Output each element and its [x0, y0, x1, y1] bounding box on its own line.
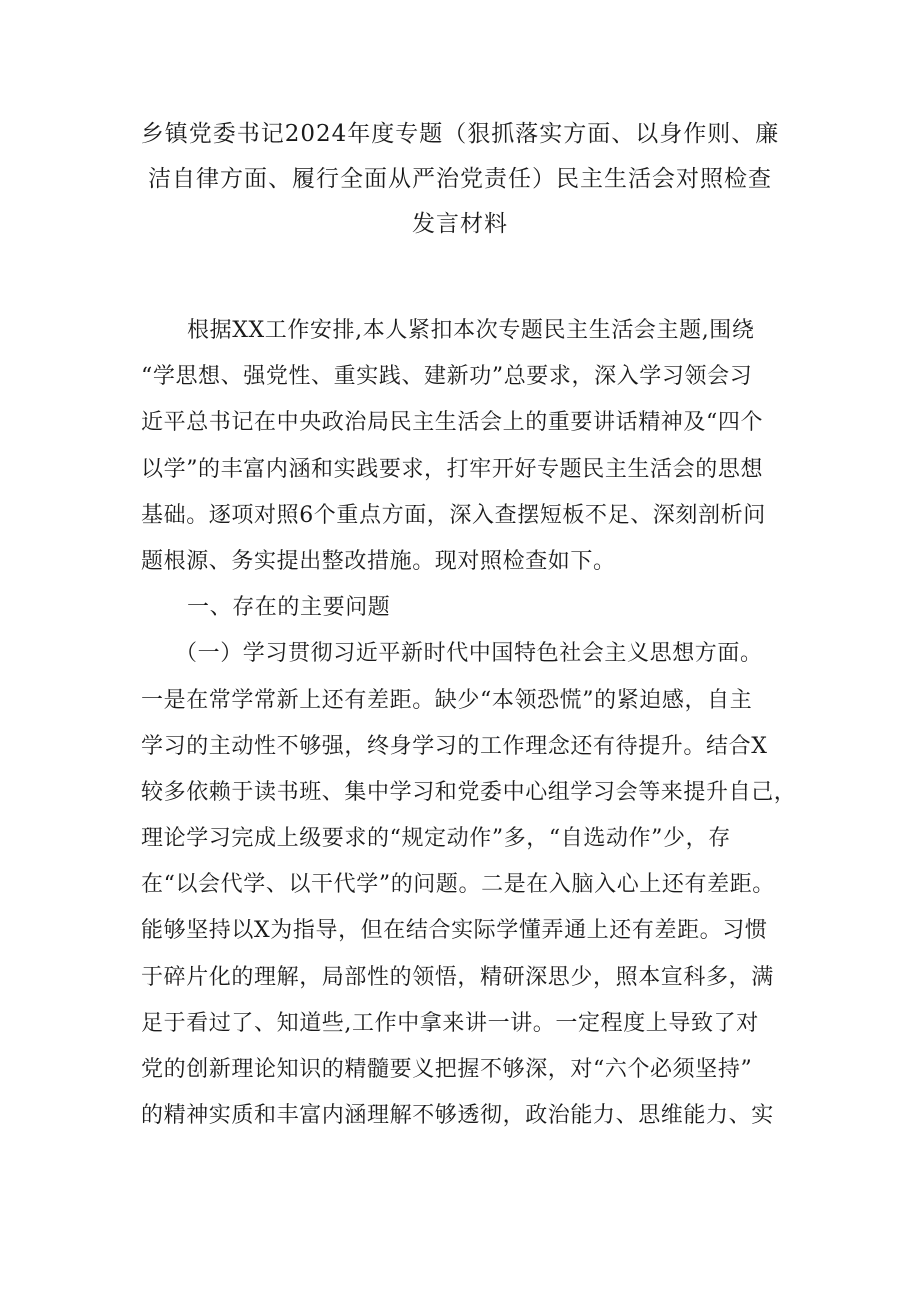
paragraph-line: 在“以会代学、以干代学”的问题。二是在入脑入心上还有差距。 [141, 872, 775, 898]
paragraph-line: 于碎片化的理解，局部性的领悟，精研深思少，照本宣科多，满 [141, 964, 774, 990]
paragraph-line: 近平总书记在中央政治局民主生活会上的重要讲话精神及“四个 [141, 410, 764, 436]
paragraph-line: 党的创新理论知识的精髓要义把握不够深，对“六个必须坚持” [141, 1057, 753, 1082]
paragraph-line: 理论学习完成上级要求的“规定动作”多，“自选动作”少，存 [141, 826, 731, 852]
paragraph-line: 题根源、务实提出整改措施。现对照检查如下。 [141, 548, 616, 574]
title-line: 乡镇党委书记2024年度专题（狠抓落实方面、以身作则、廉 [140, 121, 780, 147]
paragraph-line: 以学”的丰富内涵和实践要求，打牢开好专题民主生活会的思想 [141, 456, 764, 482]
paragraph-line: 根据XX工作安排,本人紧扣本次专题民主生活会主题,围绕 [187, 318, 755, 343]
title-line: 洁自律方面、履行全面从严治党责任）民主生活会对照检查 [148, 166, 772, 192]
paragraph-line: 足于看过了、知道些,工作中拿来讲一讲。一定程度上导致了对 [141, 1010, 759, 1036]
document-body [141, 308, 801, 1139]
paragraph-line: “学思想、强党性、重实践、建新功”总要求，深入学习领会习 [141, 364, 753, 390]
subsection-heading: （一）学习贯彻习近平新时代中国特色社会主义思想方面。 [175, 641, 763, 667]
document-title [120, 112, 800, 247]
paragraph-line: 学习的主动性不够强，终身学习的工作理念还有待提升。结合X [141, 733, 768, 759]
paragraph-line: 基础。逐项对照6个重点方面，深入查摆短板不足、深刻剖析问 [141, 502, 766, 528]
section-heading: 一、存在的主要问题 [187, 595, 391, 621]
title-line: 发言材料 [412, 211, 508, 237]
paragraph-line: 的精神实质和丰富内涵理解不够透彻，政治能力、思维能力、实 [141, 1103, 774, 1129]
paragraph-line: 较多依赖于读书班、集中学习和党委中心组学习会等来提升自己， [141, 779, 797, 805]
paragraph-line: 一是在常学常新上还有差距。缺少“本领恐慌”的紧迫感，自主 [141, 687, 753, 713]
paragraph-line: 能够坚持以X为指导，但在结合实际学懂弄通上还有差距。习惯 [141, 918, 768, 944]
